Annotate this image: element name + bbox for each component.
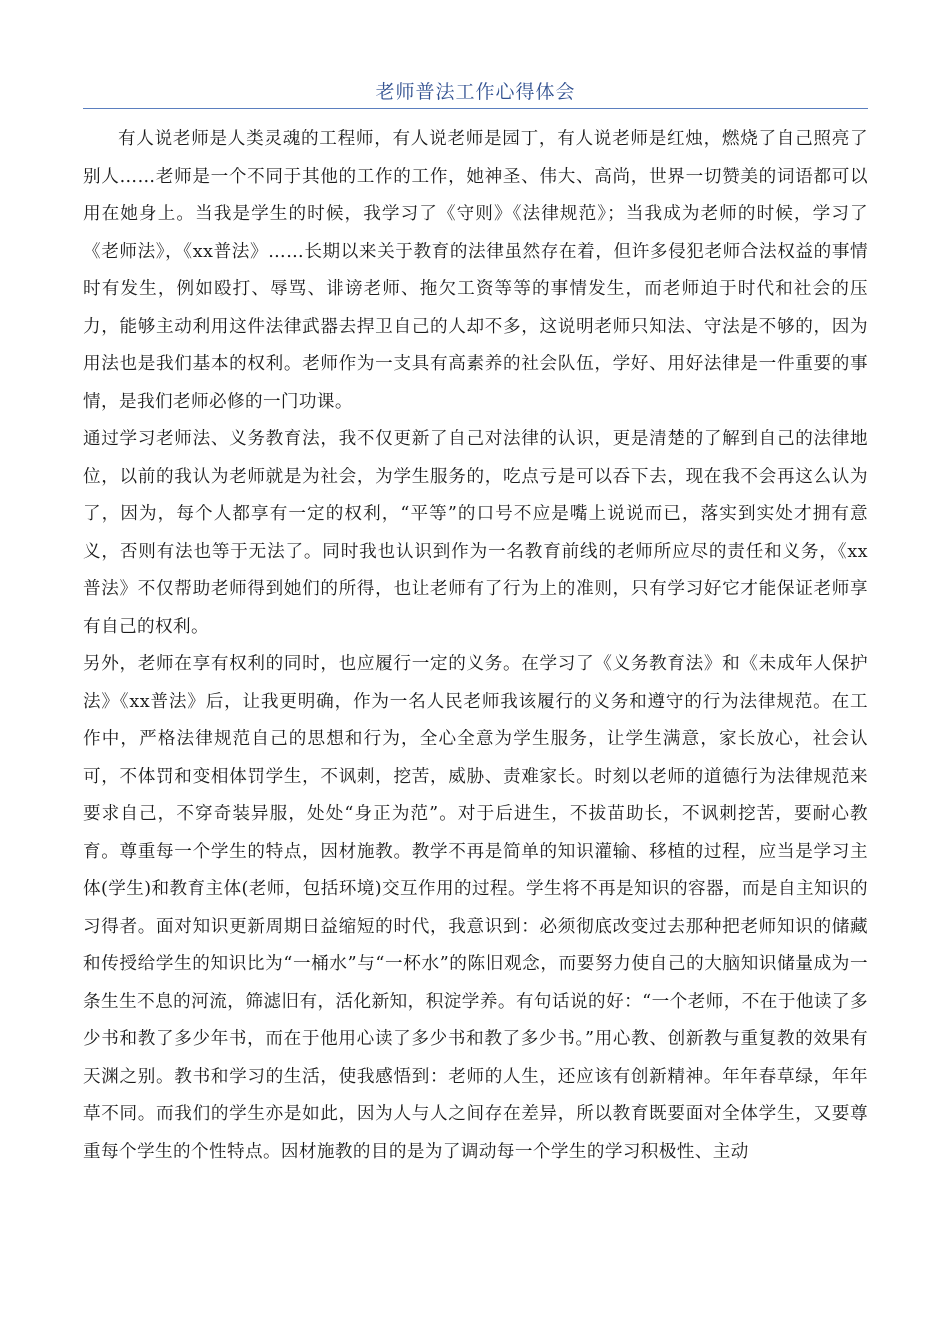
- paragraph-3: 另外，老师在享有权利的同时，也应履行一定的义务。在学习了《义务教育法》和《未成年人保护法》《xx普法》后，让我更明确，作为一名人民老师我该履行的义务和遵守的行为法律规范。在工作中，严格法律规范自己的思想和行为，全心全意为学生服务，让学生满意，家长放心，社会认可，不体罚和变相体罚学生，不讽刺，挖苦，威胁、责难家长。时刻以老师的道德行为法律规范来要求自己，不穿奇装异服，处处“身正为范”。对于后进生，不拔苗助长，不讽刺挖苦，要耐心教育。尊重每一个学生的特点，因材施教。教学不再是简单的知识灌输、移植的过程，应当是学习主体(学生)和教育主体(老师，包括环境)交互作用的过程。学生将不再是知识的容器，而是自主知识的习得者。面对知识更新周期日益缩短的时代，我意识到：必须彻底改变过去那种把老师知识的储藏和传授给学生的知识比为“一桶水”与“一杯水”的陈旧观念，而要努力使自己的大脑知识储量成为一条生生不息的河流，筛滤旧有，活化新知，积淀学养。有句话说的好：“一个老师，不在于他读了多少书和教了多少年书，而在于他用心读了多少书和教了多少书。”用心教、创新教与重复教的效果有天渊之别。教书和学习的生活，使我感悟到：老师的人生，还应该有创新精神。年年春草绿，年年草不同。而我们的学生亦是如此，因为人与人之间存在差异，所以教育既要面对全体学生，又要尊重每个学生的个性特点。因材施教的目的是为了调动每一个学生的学习积极性、主动: [83, 654, 868, 1162]
- document-title: 老师普法工作心得体会: [375, 81, 576, 103]
- document-page: [83, 78, 868, 1171]
- paragraph-2: 通过学习老师法、义务教育法，我不仅更新了自己对法律的认识，更是清楚的了解到自己的法律地位，以前的我认为老师就是为社会，为学生服务的，吃点亏是可以吞下去，现在我不会再这么认为了，因为，每个人都享有一定的权利，“平等”的口号不应是嘴上说说而已，落实到实处才拥有意义，否则有法也等于无法了。同时我也认识到作为一名教育前线的老师所应尽的责任和义务，《xx普法》不仅帮助老师得到她们的所得，也让老师有了行为上的准则，只有学习好它才能保证老师享有自己的权利。: [83, 429, 868, 637]
- title-divider: [83, 108, 868, 109]
- paragraph-1: 有人说老师是人类灵魂的工程师，有人说老师是园丁，有人说老师是红烛，燃烧了自己照亮了别人……老师是一个不同于其他的工作的工作，她神圣、伟大、高尚，世界一切赞美的词语都可以用在她身上。当我是学生的时候，我学习了《守则》《法律规范》；当我成为老师的时候，学习了《老师法》，《xx普法》……长期以来关于教育的法律虽然存在着，但许多侵犯老师合法权益的事情时有发生，例如殴打、辱骂、诽谤老师、拖欠工资等等的事情发生，而老师迫于时代和社会的压力，能够主动利用这件法律武器去捍卫自己的人却不多，这说明老师只知法、守法是不够的，因为用法也是我们基本的权利。老师作为一支具有高素养的社会队伍，学好、用好法律是一件重要的事情，是我们老师必修的一门功课。: [83, 129, 868, 412]
